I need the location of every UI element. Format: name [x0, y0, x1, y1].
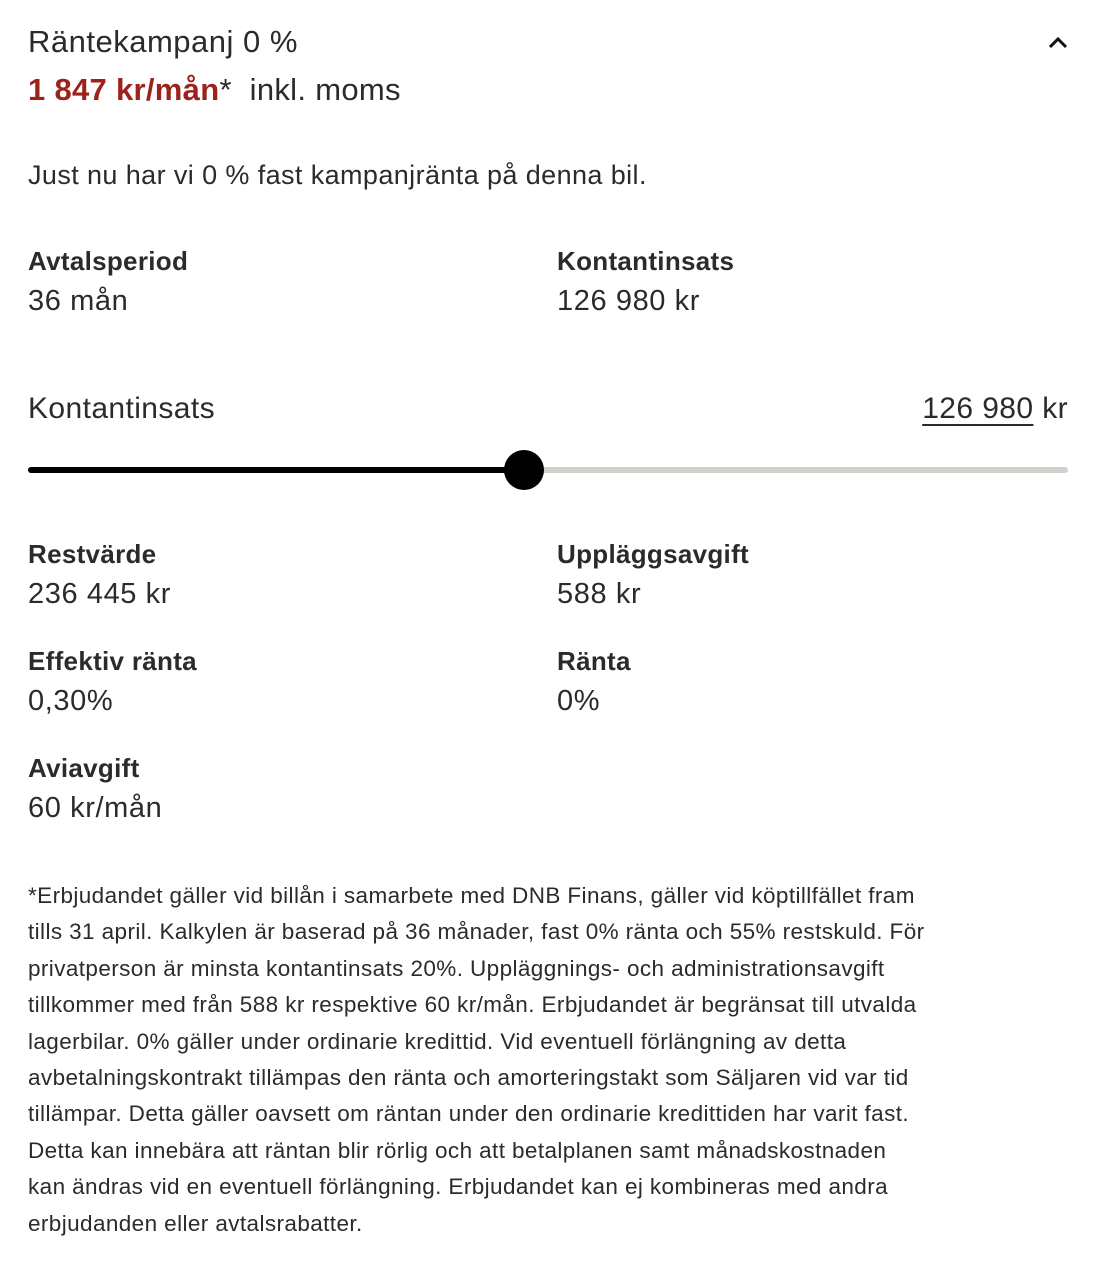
- footnote-line: tillämpar. Detta gäller oavsett om räntan under den ordinarie kredittiden har varit fast.: [28, 1101, 910, 1127]
- footnote-line: erbjudanden eller avtalsrabatter.: [28, 1210, 363, 1236]
- detail-restvarde: [28, 539, 171, 611]
- field-label: Effektiv ränta: [28, 646, 197, 676]
- field-value: 588 kr: [557, 578, 642, 610]
- field-label: Ränta: [557, 646, 631, 676]
- footnote-line: kan ändras vid en eventuell förlängning. Erbjudandet kan ej kombineras med andra: [28, 1174, 889, 1200]
- monthly-price: [28, 72, 401, 108]
- slider-value-input[interactable]: 126 980: [922, 392, 1034, 425]
- intro-text: Just nu har vi 0 % fast kampanjränta på denna bil.: [28, 160, 647, 190]
- slider-value: [922, 392, 1068, 426]
- footnote-line: lagerbilar. 0% gäller under ordinarie kredittid. Vid eventuell förlängning av detta: [28, 1028, 847, 1054]
- field-value: 60 kr/mån: [28, 792, 163, 824]
- slider-fill: [28, 467, 524, 473]
- field-value: 236 445 kr: [28, 578, 172, 610]
- footnote-line: *Erbjudandet gäller vid billån i samarbete med DNB Finans, gäller vid köptillfället fram: [28, 883, 915, 908]
- summary-avtalsperiod: [28, 246, 188, 318]
- field-value: 0,30%: [28, 685, 114, 717]
- kontantinsats-slider[interactable]: [28, 467, 1068, 473]
- footnote-line: Detta kan innebära att räntan blir rörlig och att betalplanen samt månadskostnaden: [28, 1137, 887, 1163]
- collapse-chevron-up-icon[interactable]: [1046, 32, 1070, 52]
- footnote-line: tillkommer med från 588 kr respektive 60 kr/mån. Erbjudandet är begränsat till utvalda: [28, 992, 917, 1018]
- slider-unit: kr: [1042, 392, 1068, 425]
- campaign-title: Räntekampanj 0 %: [28, 24, 298, 59]
- footnote-line: tills 31 april. Kalkylen är baserad på 36 månader, fast 0% ränta och 55% restskuld. För: [28, 919, 925, 945]
- slider-label: Kontantinsats: [28, 392, 215, 425]
- price-asterisk: *: [219, 72, 232, 107]
- field-value: 0%: [557, 685, 601, 717]
- footnote-line: avbetalningskontrakt tillämpas den ränta och amorteringstakt som Säljaren vid var tid: [28, 1065, 909, 1091]
- field-label: Restvärde: [28, 539, 157, 569]
- field-label: Avtalsperiod: [28, 246, 189, 276]
- footnote: [28, 878, 925, 1242]
- detail-effektiv-ranta: [28, 646, 197, 718]
- field-value: 36 mån: [28, 285, 129, 317]
- summary-kontantinsats: [557, 246, 734, 318]
- field-value: 126 980 kr: [557, 285, 701, 317]
- detail-aviavgift: [28, 753, 162, 825]
- detail-ranta: [557, 646, 631, 718]
- field-label: Kontantinsats: [557, 246, 735, 276]
- detail-upplaggsavgift: [557, 539, 749, 611]
- slider-thumb[interactable]: [504, 450, 544, 490]
- field-label: Aviavgift: [28, 753, 140, 783]
- field-label: Uppläggsavgift: [557, 539, 749, 569]
- price-amount: 1 847 kr/mån: [28, 72, 220, 107]
- price-suffix: inkl. moms: [249, 72, 401, 107]
- footnote-line: privatperson är minsta kontantinsats 20%. Uppläggnings- och administrationsavgift: [28, 955, 885, 981]
